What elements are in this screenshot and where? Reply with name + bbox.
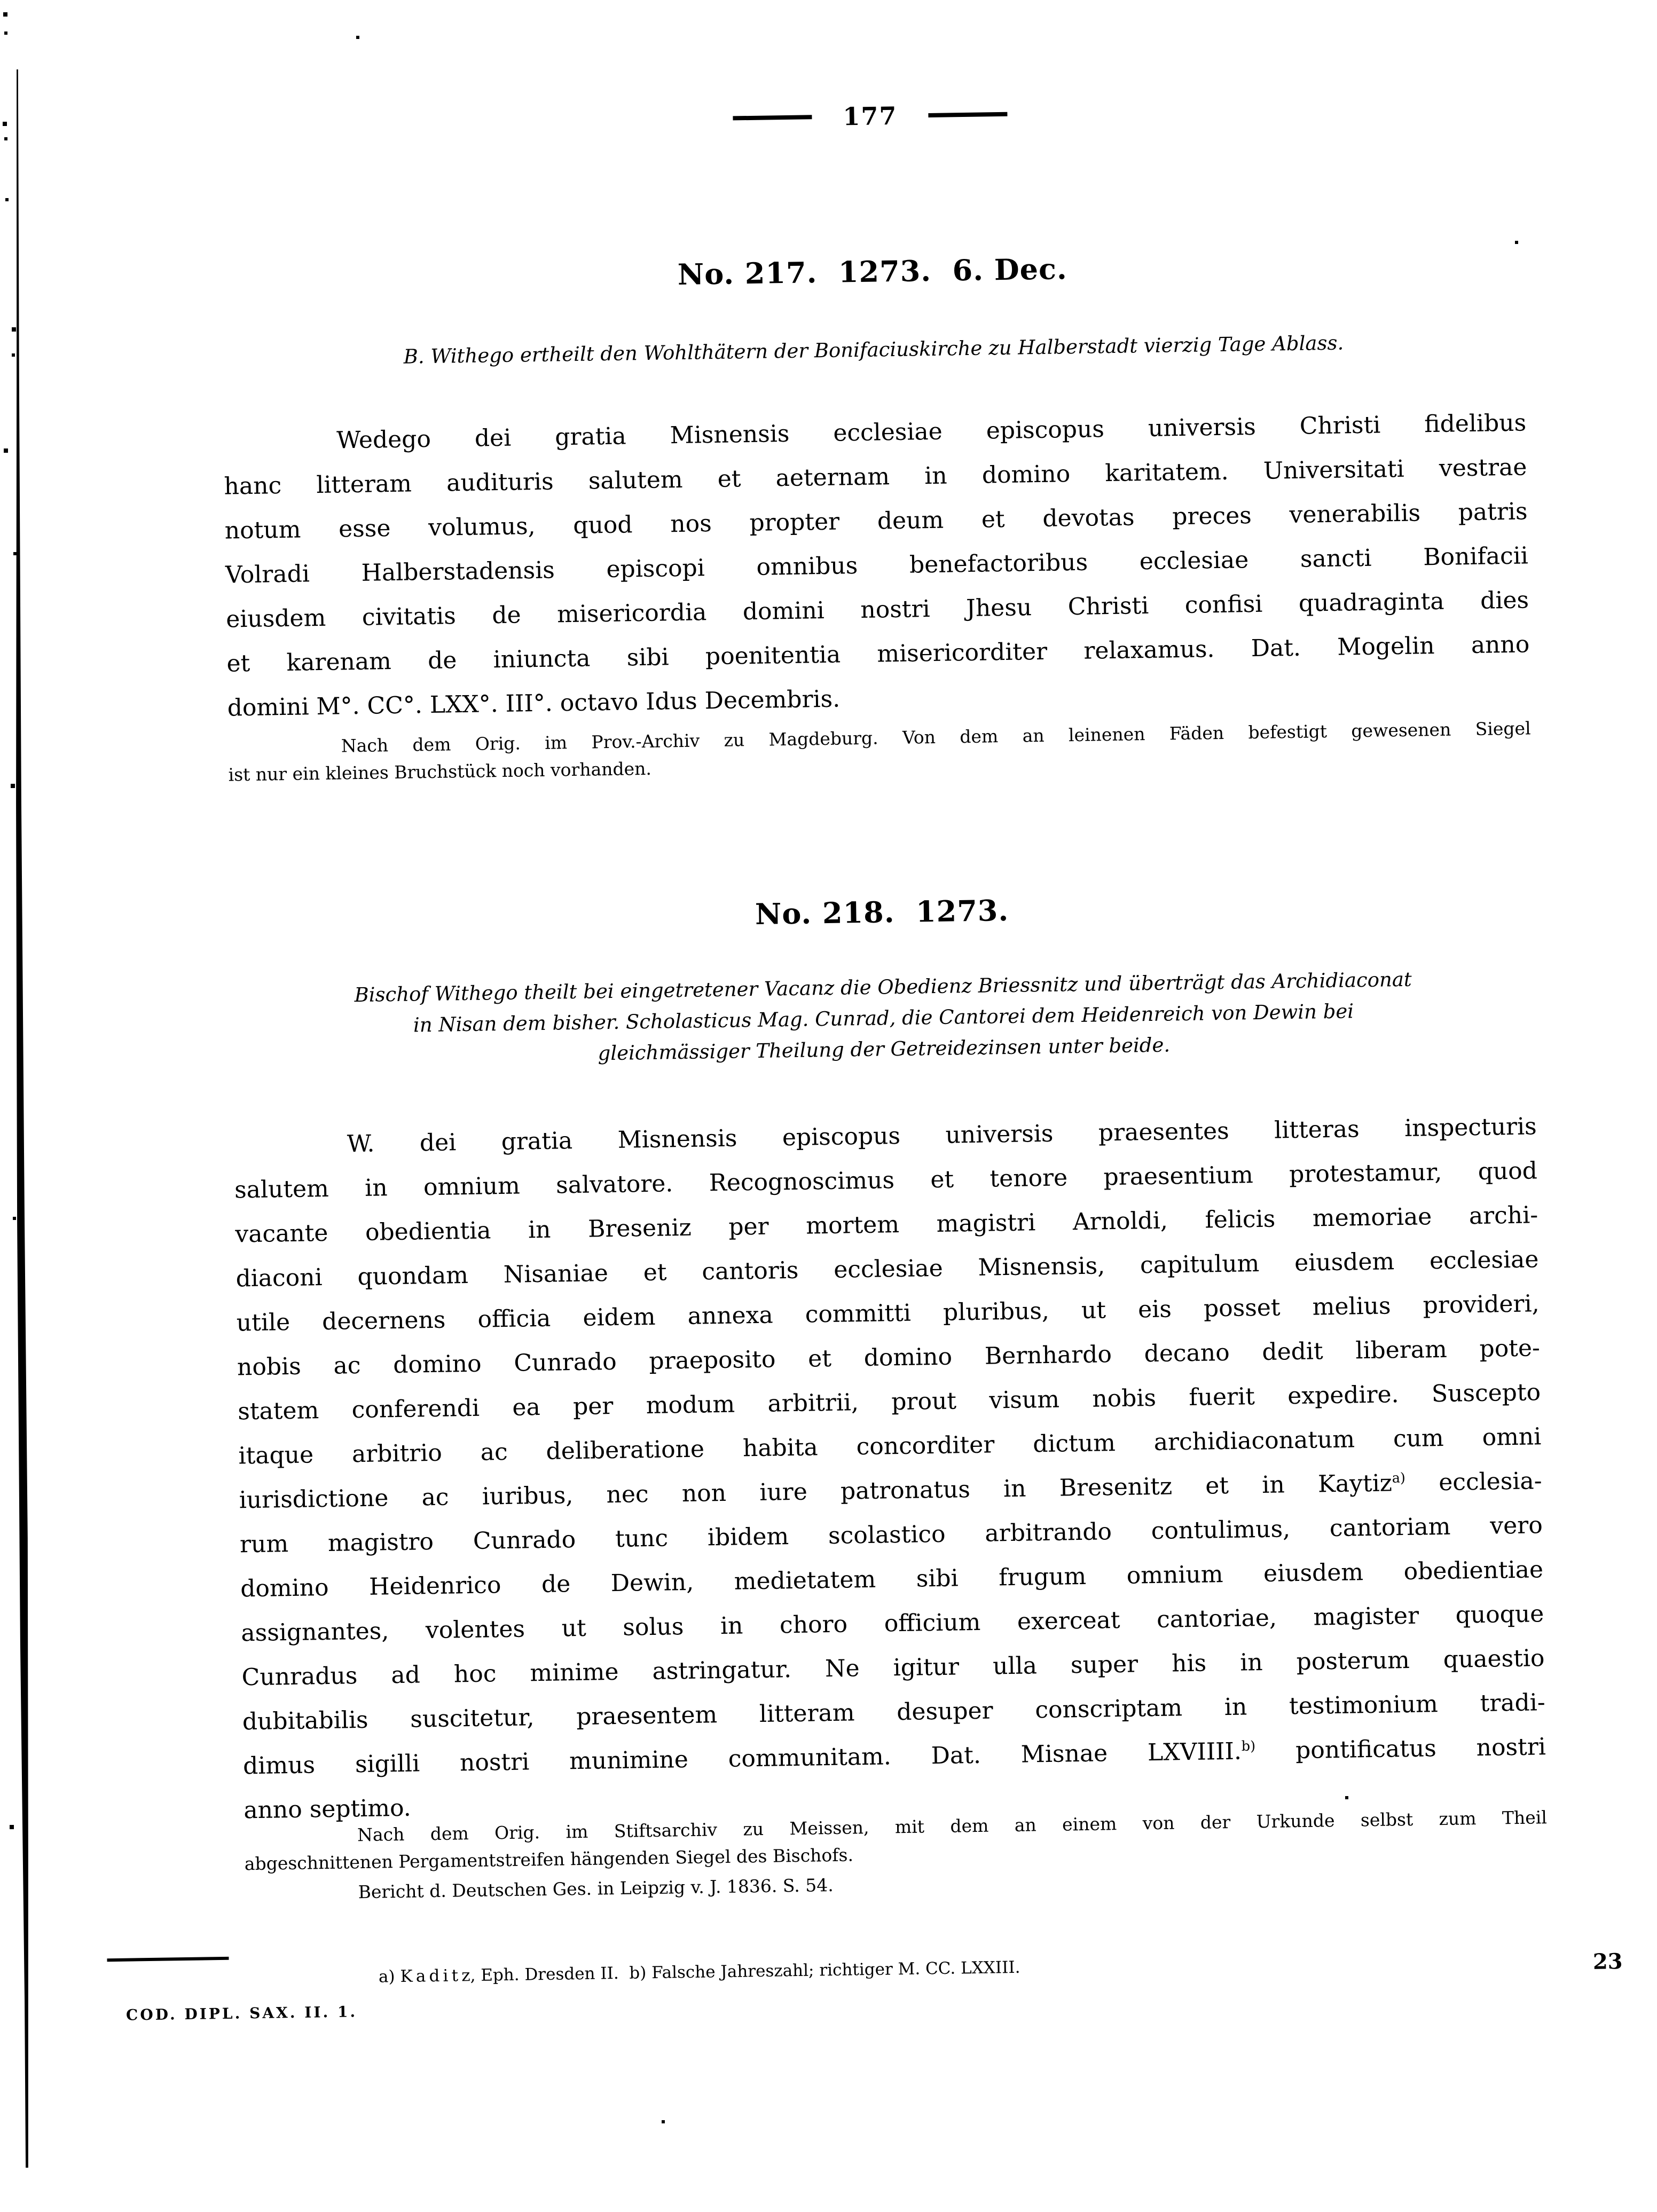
sheet-number: 23	[1592, 1949, 1623, 1974]
text-line: Nach dem Orig. im Stiftsarchiv zu Meissen, mit dem an einem von der Urkunde selbst zum Theil	[357, 1807, 1548, 1846]
text-line: vacante obedientia in Breseniz per mortem magistri Arnoldi, felicis memoriae archi-	[234, 1201, 1538, 1248]
doc217-heading: No. 217. 1273. 6. Dec.	[677, 251, 1068, 292]
text-line: hanc litteram audituris salutem et aeternam in domino karitatem. Universitati vestrae	[224, 453, 1527, 500]
doc217-body-paragraph	[223, 400, 1530, 730]
text-line: eiusdem civitatis de misericordia domini nostri Jhesu Christi confisi quadraginta dies	[225, 586, 1529, 633]
text-line: Nach dem Orig. im Prov.-Archiv zu Magdeburg. Von dem an leinenen Fäden befestigt gewesenen Siegel	[341, 718, 1531, 757]
doc218-body-paragraph	[233, 1104, 1546, 1832]
header-dash-right	[928, 112, 1007, 117]
text-line: domino Heidenrico de Dewin, medietatem sibi frugum omnium eiusdem obedientiae	[240, 1556, 1544, 1603]
header-dash-left	[733, 115, 812, 120]
page-number: 177	[843, 101, 898, 131]
text-line: in Nisan dem bisher. Scholasticus Mag. Cunrad, die Cantorei dem Heidenreich von Dewin bei	[413, 999, 1354, 1037]
footnote-rule	[107, 1957, 229, 1962]
footnote-text: a) K a d i t z, Eph. Dresden II. b) Falsche Jahreszahl; richtiger M. CC. LXXIII.	[378, 1957, 1020, 1987]
text-line: Cunradus ad hoc minime astringatur. Ne igitur ulla super his in posterum quaestio	[241, 1644, 1545, 1691]
text-line: Bericht d. Deutschen Ges. in Leipzig v. J. 1836. S. 54.	[358, 1875, 834, 1903]
text-line: W. dei gratia Misnensis episcopus universis praesentes litteras inspecturis	[347, 1113, 1537, 1158]
text-line: anno septimo.	[244, 1794, 412, 1824]
text-line: gleichmässiger Theilung der Getreidezinsen unter beide.	[598, 1033, 1171, 1065]
text-line: iurisdictione ac iuribus, nec non iure patronatus in Bresenitz et in Kaytiz$^{a)}$ ecclesia-	[239, 1467, 1542, 1514]
doc218-heading: No. 218. 1273.	[755, 893, 1009, 931]
text-line: utile decernens officia eidem annexa committi pluribus, ut eis posset melius provideri,	[236, 1290, 1540, 1337]
doc217-summary: B. Withego ertheilt den Wohlthätern der Bonifaciuskirche zu Halberstadt vierzig Tage Ablass.	[403, 331, 1344, 368]
text-line: assignantes, volentes ut solus in choro officium exerceat cantoriae, magister quoque	[241, 1600, 1544, 1647]
text-line: statem conferendi ea per modum arbitrii, prout visum nobis fuerit expedire. Suscepto	[237, 1379, 1541, 1426]
text-line: itaque arbitrio ac deliberatione habita concorditer dictum archidiaconatum cum omni	[238, 1423, 1542, 1470]
text-line: dimus sigilli nostri munimine communitam. Dat. Misnae LXVIIII.$^{b)}$ pontificatus nostri	[242, 1733, 1546, 1780]
text-line: domini M°. CC°. LXX°. III°. octavo Idus Decembris.	[227, 685, 841, 722]
text-line: salutem in omnium salvatore. Recognoscimus et tenore praesentium protestamur, quod	[234, 1157, 1538, 1204]
doc218-summary	[231, 962, 1535, 1074]
text-line: notum esse volumus, quod nos propter deum et devotas preces venerabilis patris	[224, 498, 1528, 545]
text-line: Volradi Halberstadensis episcopi omnibus benefactoribus ecclesiae sancti Bonifacii	[225, 542, 1529, 589]
text-line: ist nur ein kleines Bruchstück noch vorhanden.	[228, 758, 652, 785]
text-line: et karenam de iniuncta sibi poenitentia misericorditer relaxamus. Dat. Mogelin anno	[226, 631, 1530, 678]
scan-noise-specks	[0, 0, 2, 2]
text-line: Wedego dei gratia Misnensis ecclesiae episcopus universis Christi fidelibus	[336, 409, 1527, 454]
text-line: abgeschnittenen Pergamentstreifen hängenden Siegel des Bischofs.	[244, 1844, 854, 1875]
text-line: nobis ac domino Cunrado praeposito et domino Bernhardo decano dedit liberam pote-	[237, 1334, 1541, 1381]
text-line: Bischof Withego theilt bei eingetretener Vacanz die Obedienz Briessnitz und überträgt das Archidiaconat	[354, 967, 1412, 1007]
text-line: rum magistro Cunrado tunc ibidem scolastico arbitrando contulimus, cantoriam vero	[239, 1512, 1543, 1558]
page-header	[218, 92, 1522, 140]
text-line: diaconi quondam Nisaniae et cantoris ecclesiae Misnensis, capitulum eiusdem ecclesiae	[235, 1246, 1539, 1293]
text-line: dubitabilis suscitetur, praesentem litteram desuper conscriptam in testimonium tradi-	[242, 1689, 1546, 1736]
series-signature: COD. DIPL. SAX. II. 1.	[125, 2003, 358, 2024]
